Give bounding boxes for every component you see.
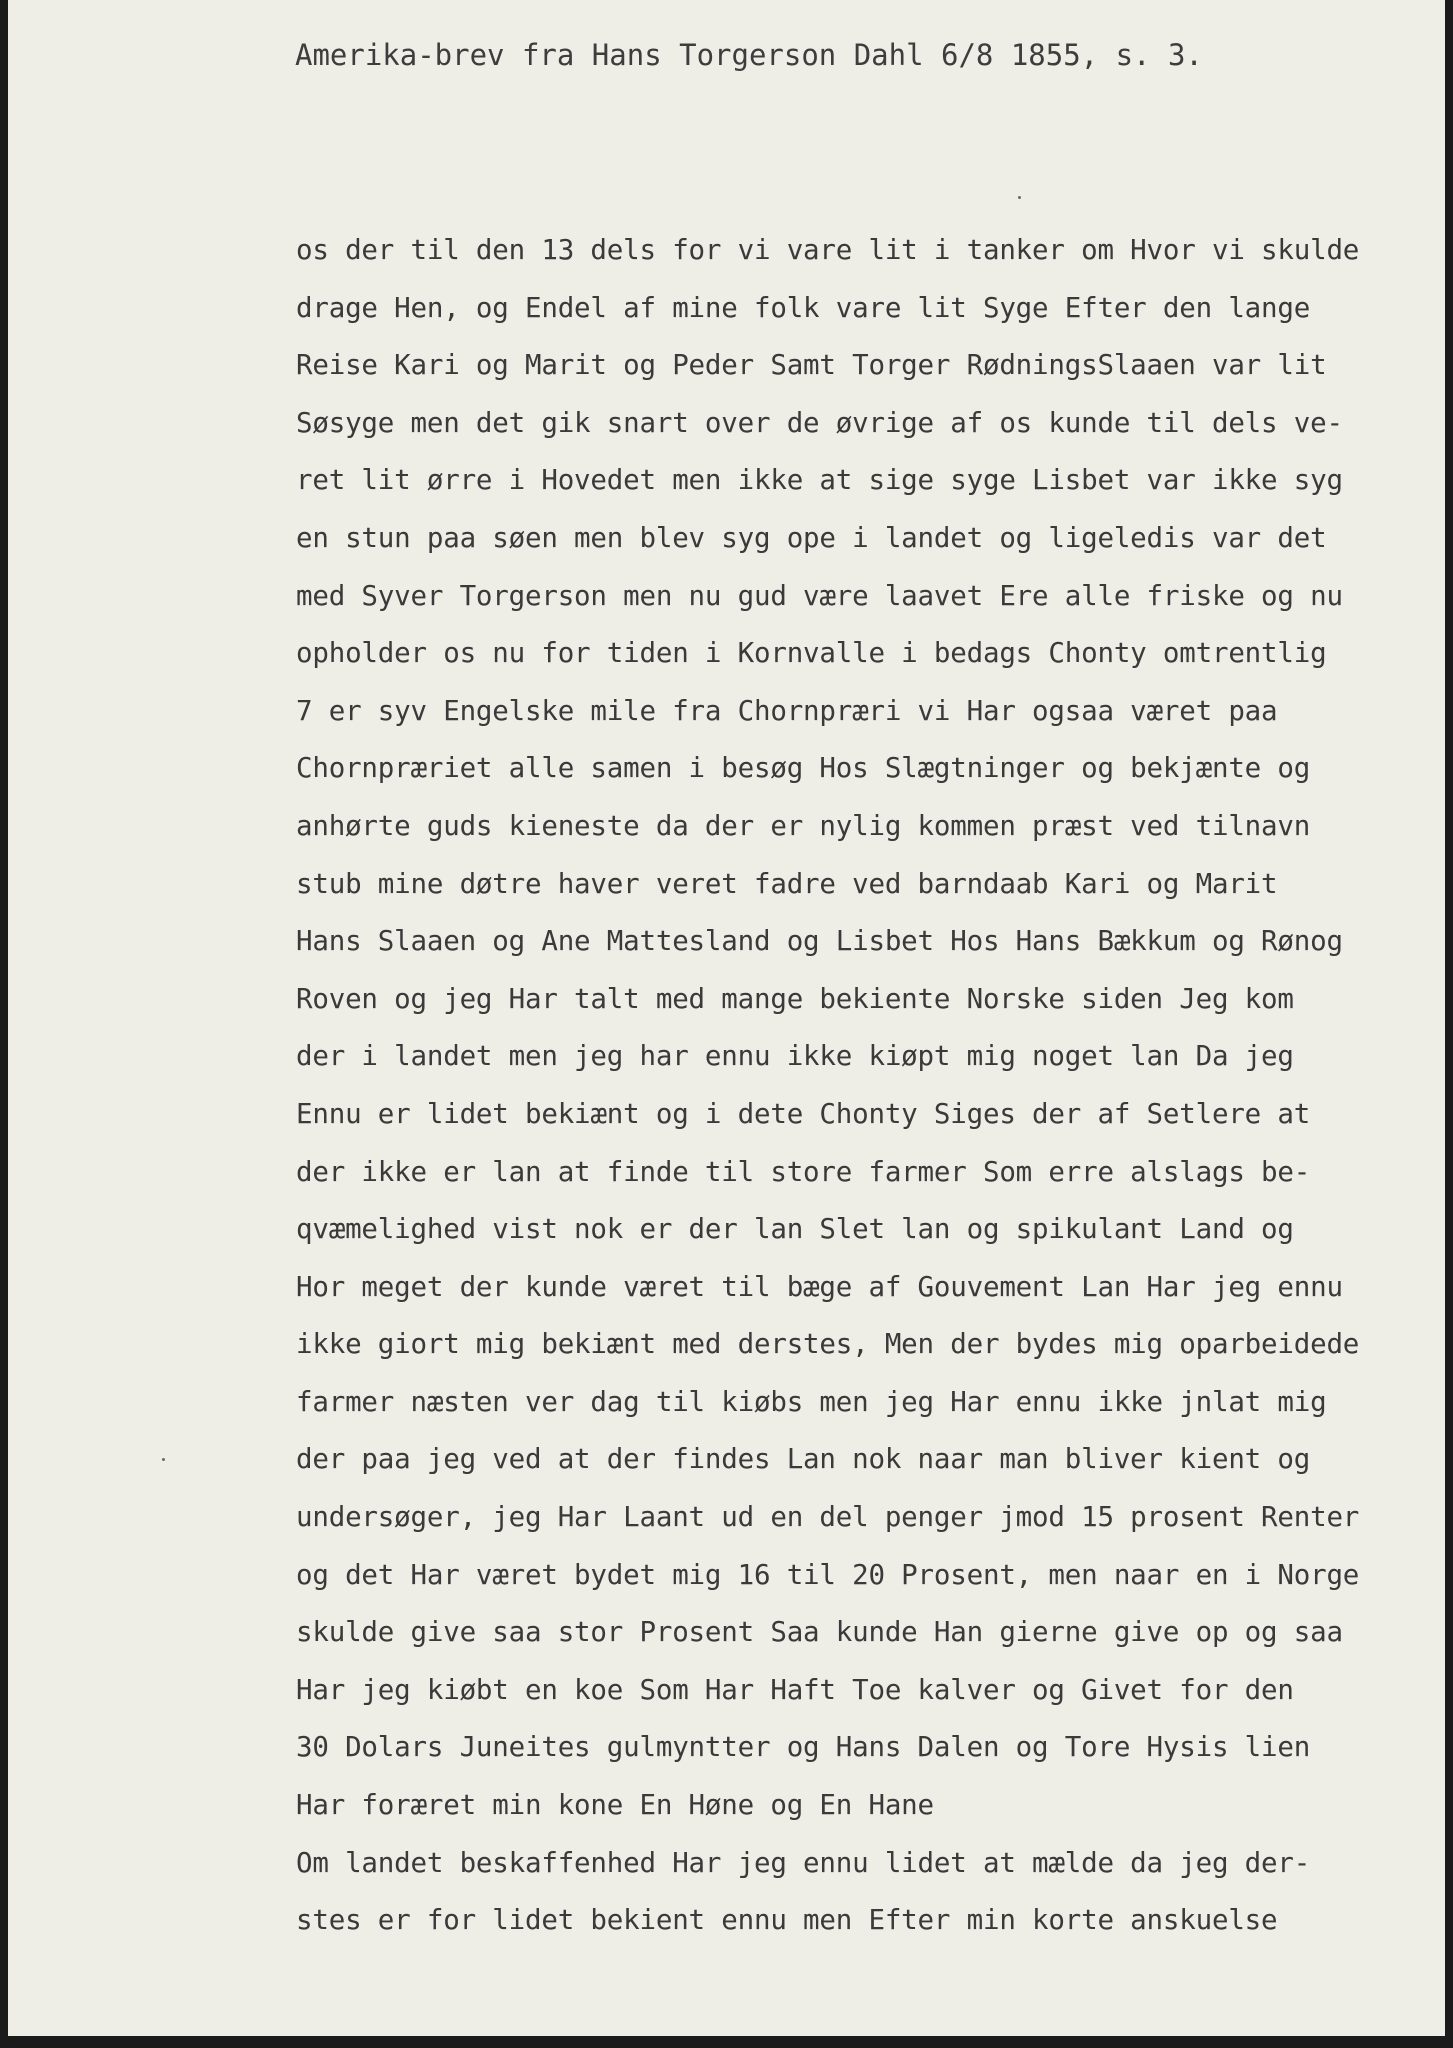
text-line: os der til den 13 dels for vi vare lit i tanker om Hvor vi skulde [296, 234, 1360, 266]
text-line: Roven og jeg Har talt med mange bekiente Norske siden Jeg kom [296, 982, 1294, 1015]
text-line: Om landet beskaffenhed Har jeg ennu lidet at mælde da jeg der- [296, 1846, 1311, 1879]
text-line: Chornpræriet alle samen i besøg Hos Slægtninger og bekjænte og [296, 752, 1311, 785]
text-line: med Syver Torgerson men nu gud være laavet Ere alle friske og nu [296, 579, 1343, 612]
text-line: qvæmelighed vist nok er der lan Slet lan og spikulant Land og [296, 1213, 1294, 1246]
text-line: Hans Slaaen og Ane Mattesland og Lisbet Hos Hans Bækkum og Rønog [296, 925, 1343, 958]
text-line: Søsyge men det gik snart over de øvrige af os kunde til dels ve- [296, 406, 1343, 439]
text-line: anhørte guds kieneste da der er nylig kommen præst ved tilnavn [296, 809, 1311, 842]
text-line: Ennu er lidet bekiænt og i dete Chonty Siges der af Setlere at [296, 1097, 1311, 1130]
text-line: der ikke er lan at finde til store farmer Som erre alslags be- [296, 1155, 1311, 1188]
text-line: Har jeg kiøbt en koe Som Har Haft Toe kalver og Givet for den [296, 1673, 1294, 1706]
text-line: der paa jeg ved at der findes Lan nok naar man bliver kient og [296, 1443, 1311, 1476]
text-line: Reise Kari og Marit og Peder Samt Torger RødningsSlaaen var lit [296, 349, 1327, 382]
text-line: Har foræret min kone En Høne og En Hane [296, 1789, 934, 1822]
text-line: opholder os nu for tiden i Kornvalle i bedags Chonty omtrentlig [296, 637, 1327, 670]
ink-speck [1018, 196, 1021, 199]
text-line: ikke giort mig bekiænt med derstes, Men der bydes mig oparbeidede [296, 1328, 1360, 1361]
text-line: 30 Dolars Juneites gulmyntter og Hans Dalen og Tore Hysis lien [296, 1731, 1311, 1764]
letter-body [296, 222, 1426, 1950]
text-line: farmer næsten ver dag til kiøbs men jeg Har ennu ikke jnlat mig [296, 1385, 1327, 1418]
ink-speck [162, 1458, 165, 1461]
text-line: skulde give saa stor Prosent Saa kunde Han gierne give op og saa [296, 1616, 1343, 1649]
text-line: Hor meget der kunde været til bæge af Gouvement Lan Har jeg ennu [296, 1270, 1343, 1303]
text-line: undersøger, jeg Har Laant ud en del penger jmod 15 prosent Renter [296, 1501, 1360, 1534]
document-page [8, 0, 1445, 2036]
text-line: ret lit ørre i Hovedet men ikke at sige syge Lisbet var ikke syg [296, 464, 1343, 497]
text-line: der i landet men jeg har ennu ikke kiøpt mig noget lan Da jeg [296, 1040, 1294, 1073]
text-line: drage Hen, og Endel af mine folk vare lit Syge Efter den lange [296, 291, 1311, 324]
text-line: og det Har været bydet mig 16 til 20 Prosent, men naar en i Norge [296, 1558, 1360, 1591]
page-header: Amerika-brev fra Hans Torgerson Dahl 6/8 1855, s. 3. [295, 38, 1203, 72]
text-line: stes er for lidet bekient ennu men Efter min korte anskuelse [296, 1904, 1278, 1937]
text-line: 7 er syv Engelske mile fra Chornpræri vi Har ogsaa været paa [296, 694, 1278, 727]
text-line: stub mine døtre haver veret fadre ved barndaab Kari og Marit [296, 867, 1278, 900]
text-line: en stun paa søen men blev syg ope i landet og ligeledis var det [296, 521, 1327, 554]
